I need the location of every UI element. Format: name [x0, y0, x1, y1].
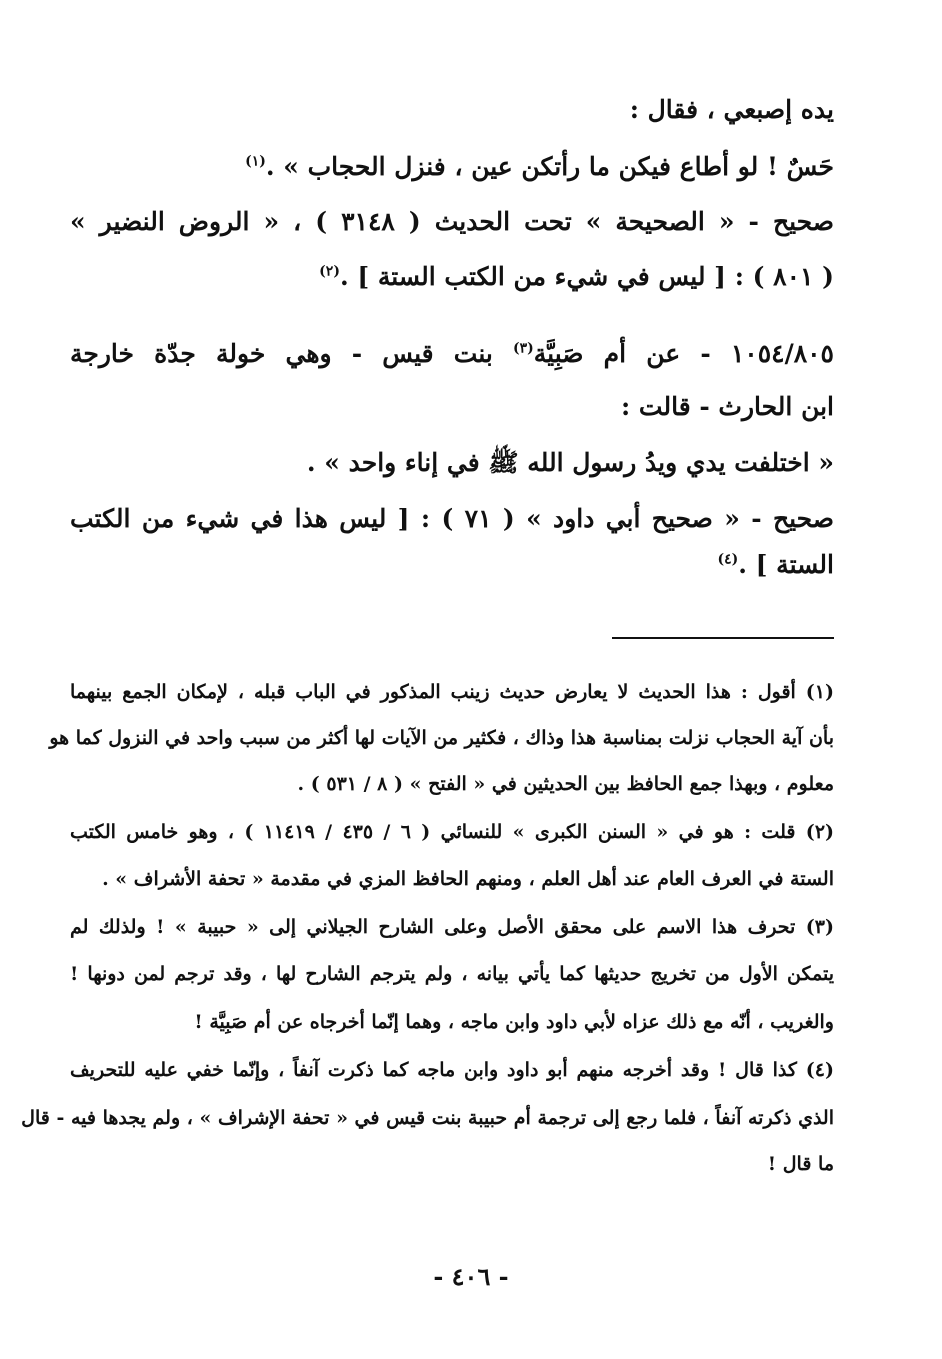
main-line-8 [70, 502, 834, 536]
footnote-1-text-2: بأن آية الحجاب نزلت بمناسبة هذا وذاك ، فكثير من الآيات لها أكثر من سبب واحد في النزول كما هو [49, 727, 834, 749]
grading-text: صحيح - « الصحيحة » تحت الحديث ( ٣١٤٨ ) ، « الروض النضير » [70, 207, 834, 236]
footnote-4-text-3: ما قال ! [767, 1153, 834, 1175]
main-line-9 [717, 548, 834, 582]
footnote-1-text-3: معلوم ، وبهذا جمع الحافظ بين الحديثين في « الفتح » ( ٨ / ٥٣١ ) . [297, 773, 834, 795]
footnote-2-line-2 [102, 865, 834, 893]
footnote-2-text-2: الستة في العرف العام عند أهل العلم ، ومنهم الحافظ المزي في مقدمة « تحفة الأشراف » . [102, 868, 834, 890]
footnote-ref-4: (٤) [717, 551, 739, 568]
main-line-1 [630, 93, 834, 127]
hadith-number: ١٠٥٤/٨٠٥ - [700, 339, 834, 368]
narrator-text: عن أم صَبِيَّة [533, 339, 681, 368]
narrator-text-cont: بنت قيس - وهي خولة جدّة خارجة [70, 339, 493, 368]
footnote-3-line-2 [70, 960, 834, 988]
main-line-3 [70, 205, 834, 239]
hadith-text: حَسٌ ! لو أطاع فيكن ما رأتكن عين ، فنزل الحجاب » . [265, 152, 834, 181]
grading-text-cont: ( ٨٠١ ) : [ ليس في شيء من الكتب الستة ] . [339, 262, 834, 291]
main-line-1-text: يده إصبعي ، فقال : [629, 95, 834, 124]
footnote-ref-2: (٢) [319, 263, 340, 280]
footnote-separator [612, 637, 834, 639]
narrator-text-end: ابن الحارث - قالت : [620, 392, 834, 421]
footnote-2-text-1: (٢) قلت : هو في « السنن الكبرى » للنسائي ( ٦ / ٤٣٥ / ١١٤١٩ ) ، وهو خامس الكتب [70, 821, 835, 843]
main-line-6 [621, 390, 834, 424]
main-line-7 [307, 446, 834, 480]
footnote-3-text-3: والغريب ، أنّه مع ذلك عزاه لأبي داود وابن ماجه ، وهما إنّما أخرجاه عن أم صَبِيَّة ! [194, 1011, 834, 1033]
footnote-ref-3: (٣) [513, 340, 534, 357]
footnote-1-line-3 [298, 770, 834, 798]
footnote-1-line-2 [49, 724, 834, 752]
footnote-4-line-3 [768, 1150, 834, 1178]
footnote-1-line-1 [70, 678, 834, 706]
footnote-3-text-2: يتمكن الأول من تخريج حديثها كما يأتي بيانه ، ولم يترجم الشارح لها ، وقد ترجم لمن دونها ! [70, 963, 834, 985]
footnote-4-line-2 [21, 1104, 834, 1132]
hadith-text-2: « اختلفت يدي ويدُ رسول الله ﷺ في إناء واحد » . [306, 448, 834, 477]
footnote-ref-1: (١) [245, 153, 266, 170]
grading-text-2-cont: الستة ] . [738, 550, 834, 579]
footnote-4-text-2: الذي ذكرته آنفاً ، فلما رجع إلى ترجمة أم حبيبة بنت قيس في « تحفة الإشراف » ، ولم يجدها فيه - قال [21, 1107, 834, 1129]
main-line-2 [245, 150, 834, 184]
main-line-4 [319, 260, 834, 294]
footnote-3-line-3 [194, 1008, 834, 1036]
main-line-5 [70, 337, 834, 371]
grading-text-2: صحيح - « صحيح أبي داود » ( ٧١ ) : [ ليس هذا في شيء من الكتب [70, 504, 834, 533]
footnote-4-line-1 [70, 1056, 834, 1084]
footnote-2-line-1 [70, 818, 834, 846]
page-number: - ٤٠٦ - [433, 1262, 509, 1291]
footnote-3-line-1 [70, 913, 834, 941]
footnote-1-text-1: (١) أقول : هذا الحديث لا يعارض حديث زينب المذكور في الباب قبله ، لإمكان الجمع بينهما [70, 681, 834, 703]
footnote-3-text-1: (٣) تحرف هذا الاسم على محقق الأصل وعلى الشارح الجيلاني إلى « حبيبة » ! ولذلك لم [70, 916, 834, 938]
footnote-4-text-1: (٤) كذا قال ! وقد أخرجه منهم أبو داود وابن ماجه كما ذكرت آنفاً ، وإنّما خفي عليه للتحريف [70, 1059, 835, 1081]
